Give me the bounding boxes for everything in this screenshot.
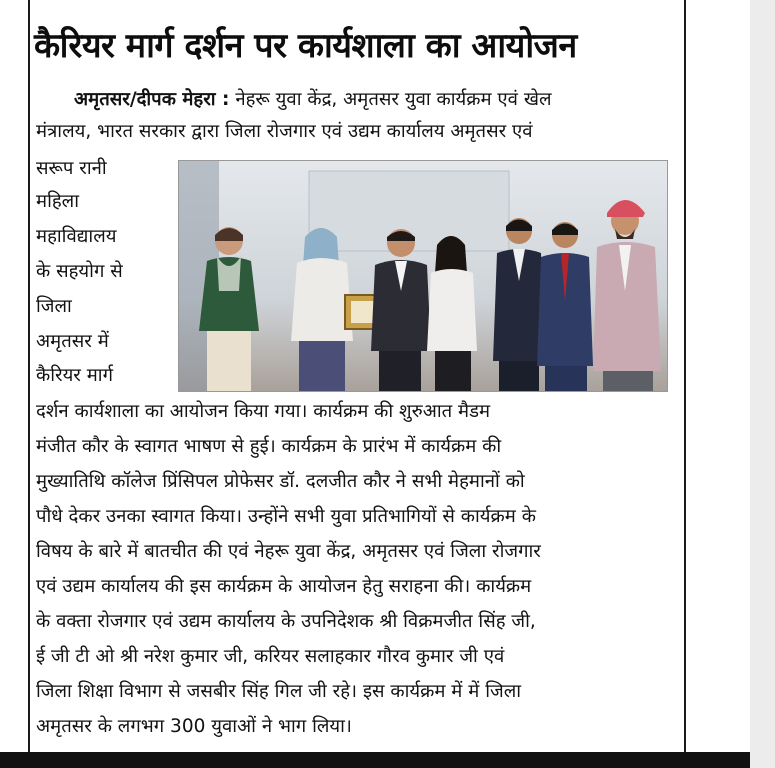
column-rule-left — [28, 0, 30, 752]
event-photo — [178, 160, 668, 392]
bottom-bar — [0, 752, 750, 768]
dateline: अमृतसर/दीपक मेहरा : — [74, 89, 230, 110]
article-line: जिला — [36, 296, 72, 317]
article-line: जिला शिक्षा विभाग से जसबीर सिंह गिल जी रहे। इस कार्यक्रम में में जिला — [36, 681, 522, 702]
page-edge-strip — [750, 0, 775, 768]
article-line: ई जी टी ओ श्री नरेश कुमार जी, करियर सलाहकार गौरव कुमार जी एवं — [36, 646, 505, 667]
article-line: के वक्ता रोजगार एवं उद्यम कार्यालय के उपनिदेशक श्री विक्रमजीत सिंह जी, — [36, 611, 536, 632]
article-line: मुख्यातिथि कॉलेज प्रिंसिपल प्रोफेसर डॉ. दलजीत कौर ने सभी मेहमानों को — [36, 471, 525, 492]
article-line: पौधे देकर उनका स्वागत किया। उन्होंने सभी युवा प्रतिभागियों से कार्यक्रम के — [36, 506, 536, 527]
article-line: अमृतसर में — [36, 331, 109, 352]
column-rule-right — [684, 0, 686, 752]
article-line: एवं उद्यम कार्यालय की इस कार्यक्रम के आयोजन हेतु सराहना की। कार्यक्रम — [36, 576, 532, 597]
article-line: कैरियर मार्ग — [36, 365, 114, 386]
article-line: महिला — [36, 191, 80, 212]
article-line: अमृतसर के लगभग 300 युवाओं ने भाग लिया। — [36, 716, 352, 737]
article-line: अमृतसर/दीपक मेहरा : नेहरू युवा केंद्र, अमृतसर युवा कार्यक्रम एवं खेल — [74, 89, 552, 110]
article-line: महाविद्यालय — [36, 226, 117, 247]
article-line: के सहयोग से — [36, 261, 123, 282]
article-headline: कैरियर मार्ग दर्शन पर कार्यशाला का आयोजन — [34, 26, 577, 66]
article-line: सरूप रानी — [36, 158, 107, 179]
article-line: मंत्रालय, भारत सरकार द्वारा जिला रोजगार एवं उद्यम कार्यालय अमृतसर एवं — [36, 121, 533, 142]
article-line: मंजीत कौर के स्वागत भाषण से हुई। कार्यक्रम के प्रारंभ में कार्यक्रम की — [36, 436, 502, 457]
article-line: दर्शन कार्यशाला का आयोजन किया गया। कार्यक्रम की शुरुआत मैडम — [36, 401, 491, 422]
article-line: विषय के बारे में बातचीत की एवं नेहरू युवा केंद्र, अमृतसर एवं जिला रोजगार — [36, 541, 541, 562]
event-photo-illustration — [179, 161, 667, 391]
